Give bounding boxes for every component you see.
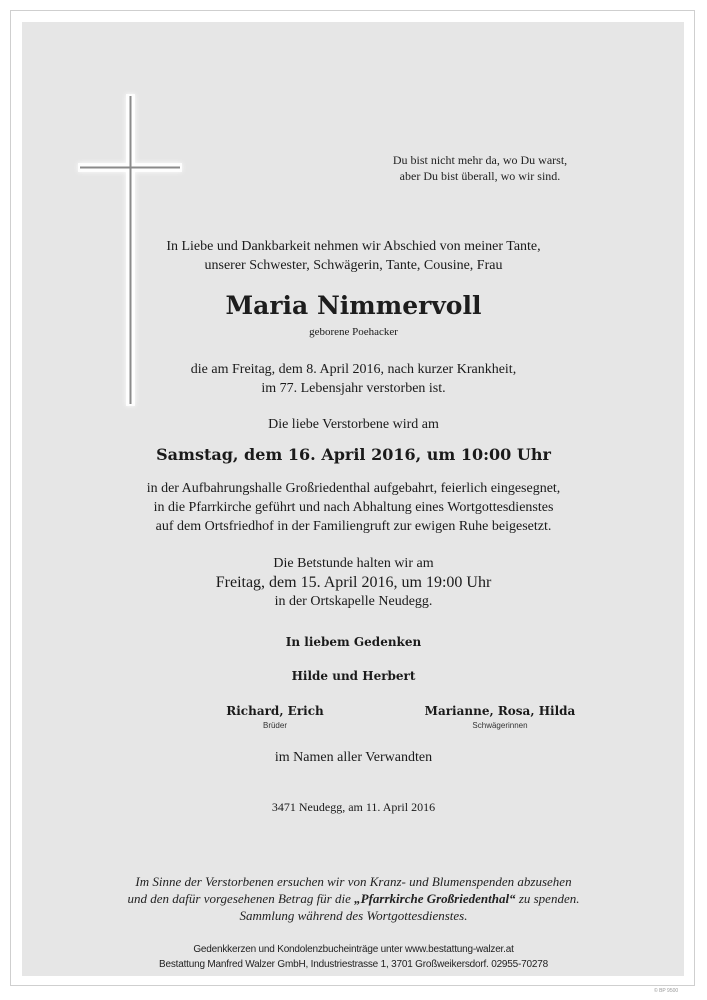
mourner-relation: Brüder xyxy=(262,721,287,730)
memory-heading: In liebem Gedenken xyxy=(285,635,422,649)
quote xyxy=(360,152,600,184)
footer-line: Bestattung Manfred Walzer GmbH, Industriestrasse 1, 3701 Großweikersdorf. 02955-70278 xyxy=(159,959,548,970)
place-date: 3471 Neudegg, am 11. April 2016 xyxy=(271,800,436,814)
funeral-date: Samstag, dem 16. April 2016, um 10:00 Uhr xyxy=(156,445,551,464)
donation-text: und den dafür vorgesehenen Betrag für die xyxy=(127,891,355,906)
funeral-intro: Die liebe Verstorbene wird am xyxy=(268,417,439,432)
intro-line: unserer Schwester, Schwägerin, Tante, Cousine, Frau xyxy=(204,258,503,273)
quote-line: Du bist nicht mehr da, wo Du warst, xyxy=(392,153,568,167)
death-line: im 77. Lebensjahr verstorben ist. xyxy=(261,381,446,396)
prayer-intro: Die Betstunde halten wir am xyxy=(273,556,434,571)
mourner-names: Marianne, Rosa, Hilda xyxy=(424,704,576,718)
funeral-line: auf dem Ortsfriedhof in der Familiengruft zur ewigen Ruhe beigesetzt. xyxy=(155,519,552,534)
intro-text xyxy=(0,237,707,275)
mourner-relation: Schwägerinnen xyxy=(472,721,528,730)
donation-line: Sammlung während des Wortgottesdienstes. xyxy=(239,908,468,923)
deceased-name: Maria Nimmervoll xyxy=(225,291,482,320)
funeral-line: in die Pfarrkirche geführt und nach Abhaltung eines Wortgottesdienstes xyxy=(153,500,554,515)
funeral-text xyxy=(0,479,707,536)
donation-note xyxy=(0,873,707,924)
prayer-date: Freitag, dem 15. April 2016, um 19:00 Uhr xyxy=(215,574,492,591)
mourner-group xyxy=(210,703,340,731)
donation-line: Im Sinne der Verstorbenen ersuchen wir von Kranz- und Blumenspenden abzusehen xyxy=(135,874,572,889)
death-line: die am Freitag, dem 8. April 2016, nach kurzer Krankheit, xyxy=(190,362,517,377)
main-mourners: Hilde und Herbert xyxy=(291,669,416,683)
footer xyxy=(0,942,707,972)
quote-line: aber Du bist überall, wo wir sind. xyxy=(399,169,561,183)
footer-line: Gedenkkerzen und Kondolenzbucheinträge unter www.bestattung-walzer.at xyxy=(193,944,514,955)
watermark: © BP 9500 xyxy=(654,988,679,994)
birth-name: geborene Poehacker xyxy=(309,326,398,338)
death-text xyxy=(0,360,707,398)
intro-line: In Liebe und Dankbarkeit nehmen wir Abschied von meiner Tante, xyxy=(166,239,541,254)
parish-name: „Pfarrkirche Großriedenthal“ xyxy=(354,891,516,906)
prayer-place: in der Ortskapelle Neudegg. xyxy=(274,594,433,609)
relatives-line: im Namen aller Verwandten xyxy=(274,750,433,765)
donation-line xyxy=(0,890,707,907)
mourner-group xyxy=(400,703,600,731)
donation-text: zu spenden. xyxy=(515,891,580,906)
mourner-names: Richard, Erich xyxy=(226,704,324,718)
funeral-line: in der Aufbahrungshalle Großriedenthal aufgebahrt, feierlich eingesegnet, xyxy=(146,481,561,496)
